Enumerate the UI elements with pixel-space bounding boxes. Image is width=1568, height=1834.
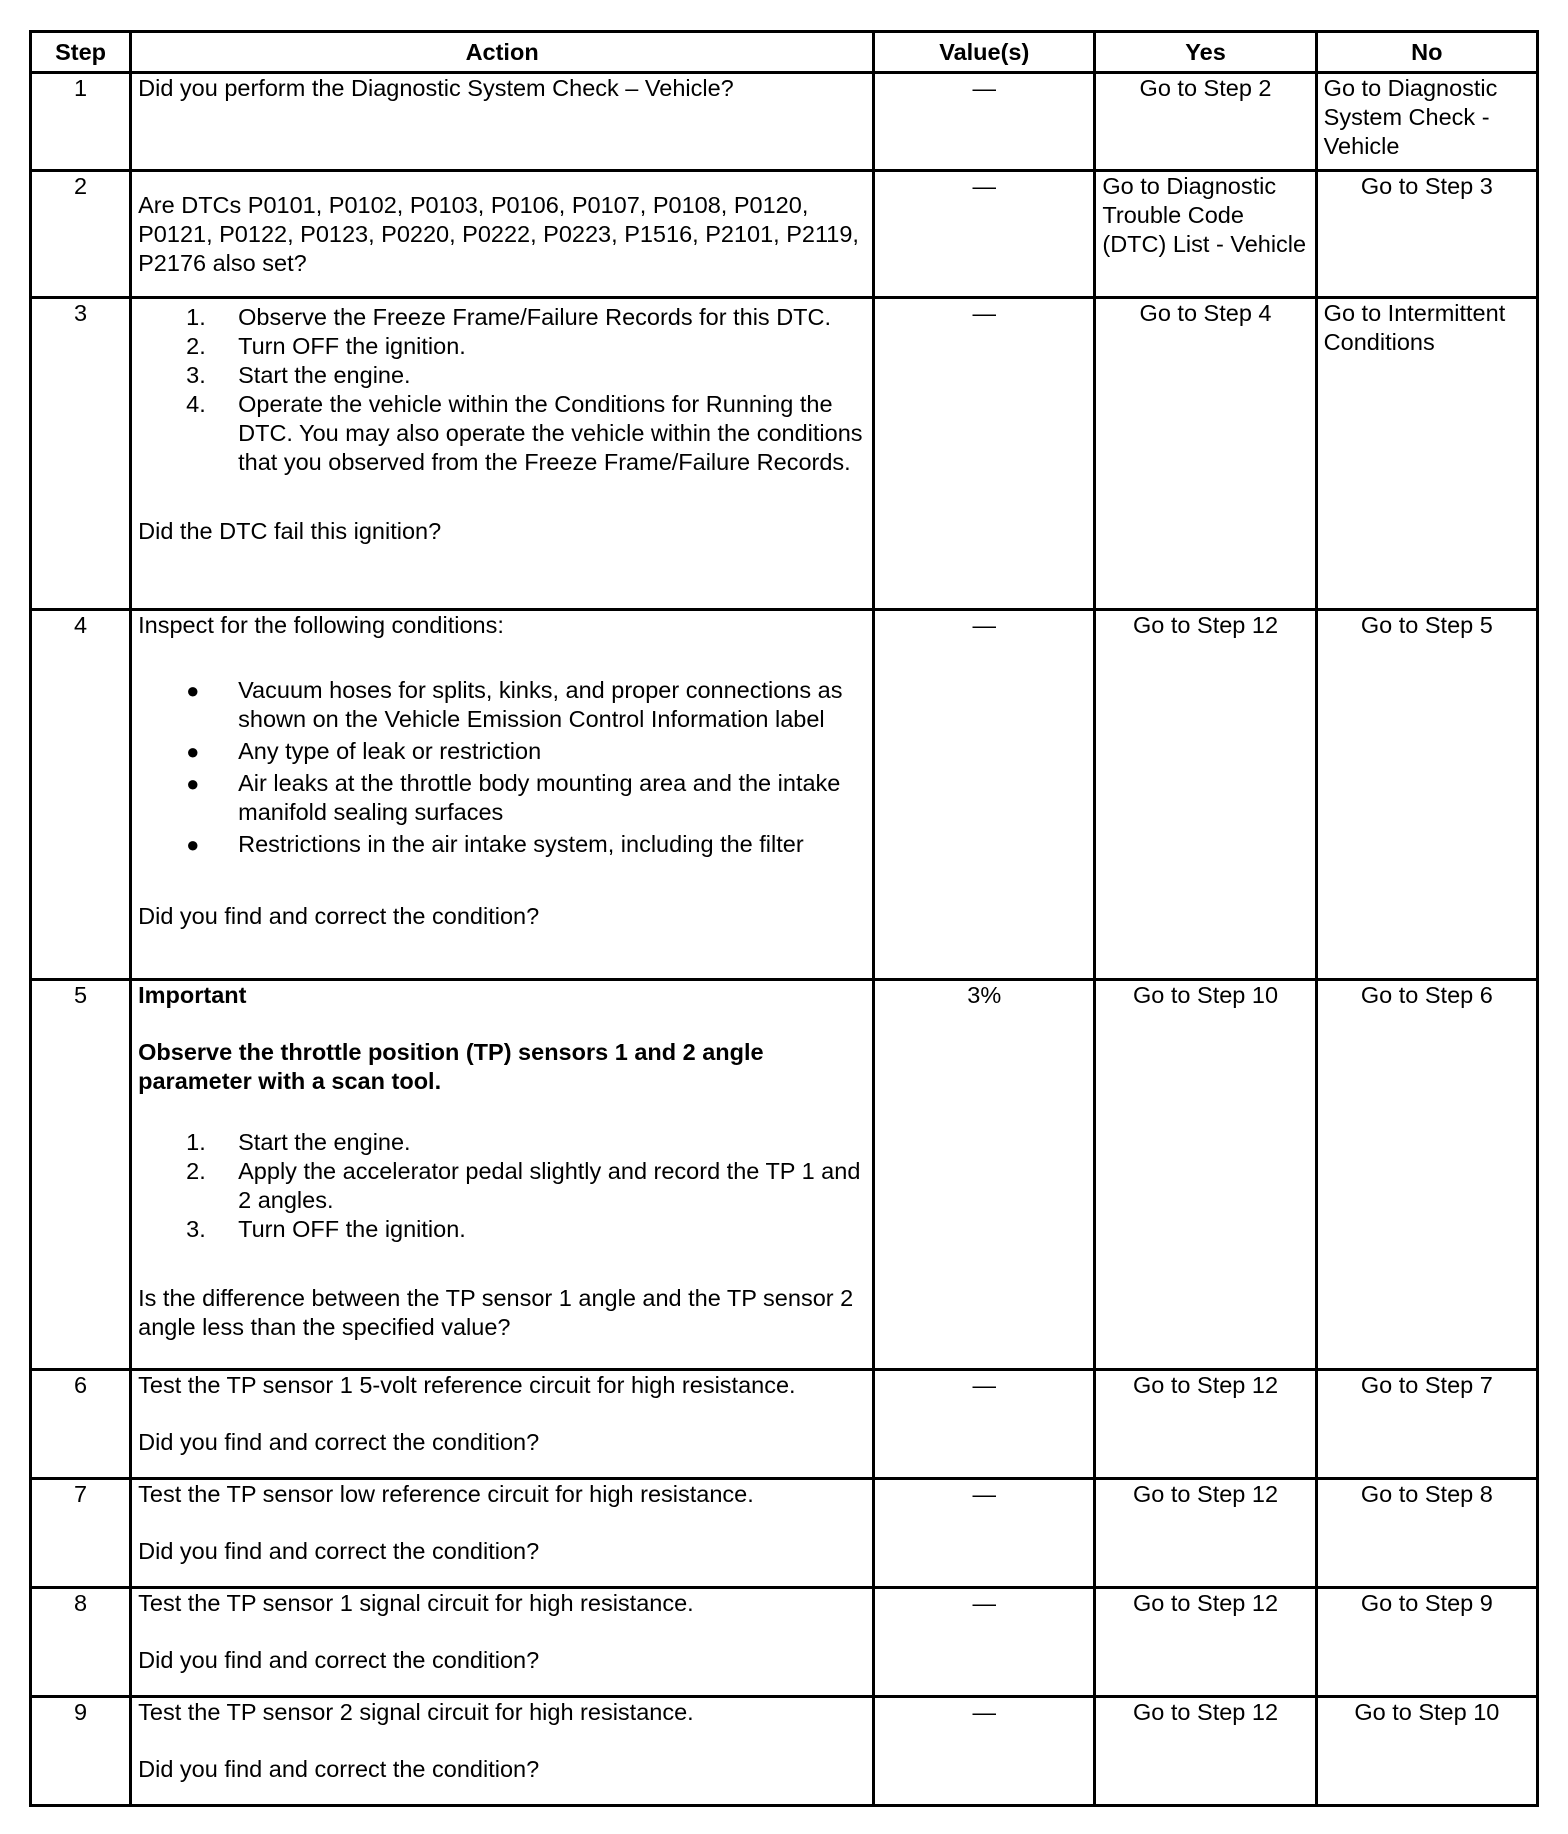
- step-number: 5: [31, 980, 131, 1370]
- action-question: Did you find and correct the condition?: [138, 1429, 540, 1455]
- no-cell: Go to Step 6: [1316, 980, 1537, 1370]
- table-row: [31, 1370, 1538, 1479]
- action-cell: [131, 1370, 874, 1479]
- header-no: No: [1316, 32, 1537, 73]
- table-row: [31, 171, 1538, 298]
- table-row: [31, 1697, 1538, 1806]
- yes-cell: Go to Step 12: [1095, 1697, 1316, 1806]
- action-cell: [131, 171, 874, 298]
- no-cell: Go to Step 5: [1316, 610, 1537, 980]
- list-item: ● Restrictions in the air intake system, including the filter: [186, 831, 804, 857]
- yes-cell: Go to Step 2: [1095, 73, 1316, 171]
- no-cell: Go to Step 10: [1316, 1697, 1537, 1806]
- yes-cell: Go to Diagnostic Trouble Code (DTC) List - Vehicle: [1095, 171, 1316, 298]
- step-number: 7: [31, 1479, 131, 1588]
- step-number: 2: [31, 171, 131, 298]
- value-cell: —: [874, 171, 1095, 298]
- list-item: ● Air leaks at the throttle body mounting area and the intake manifold sealing surfaces: [186, 770, 841, 825]
- list-item-text: Start the engine.: [238, 1129, 411, 1155]
- action-question: Did you find and correct the condition?: [138, 903, 540, 929]
- table-row: [31, 1479, 1538, 1588]
- list-item: 2. Turn OFF the ignition.: [186, 333, 466, 359]
- action-cell: [131, 1479, 874, 1588]
- value-cell: —: [874, 1588, 1095, 1697]
- no-cell: Go to Step 8: [1316, 1479, 1537, 1588]
- list-item: 2. Apply the accelerator pedal slightly and record the TP 1 and 2 angles.: [186, 1158, 861, 1213]
- list-item: 3. Turn OFF the ignition.: [186, 1216, 466, 1242]
- action-cell: [131, 610, 874, 980]
- step-number: 3: [31, 298, 131, 610]
- yes-cell: Go to Step 12: [1095, 610, 1316, 980]
- action-cell: [131, 298, 874, 610]
- important-text: Observe the throttle position (TP) sensors 1 and 2 angle parameter with a scan tool.: [138, 1039, 764, 1094]
- list-item: ● Any type of leak or restriction: [186, 738, 542, 764]
- value-cell: —: [874, 1479, 1095, 1588]
- action-test: Test the TP sensor 1 signal circuit for high resistance.: [138, 1590, 694, 1616]
- table-row: [31, 980, 1538, 1370]
- header-action: Action: [131, 32, 874, 73]
- action-cell: [131, 980, 874, 1370]
- diagnostic-table: [29, 30, 1539, 1807]
- list-item-text: Operate the vehicle within the Conditions for Running the DTC. You may also operate the vehicle within the conditions that you observed from the Freeze Frame/Failure Records.: [238, 391, 863, 475]
- action-question: Did you find and correct the condition?: [138, 1756, 540, 1782]
- value-cell: —: [874, 1697, 1095, 1806]
- yes-cell: Go to Step 12: [1095, 1370, 1316, 1479]
- numbered-list: [138, 303, 866, 477]
- table-row: [31, 298, 1538, 610]
- list-item: 1. Start the engine.: [186, 1129, 411, 1155]
- header-values: Value(s): [874, 32, 1095, 73]
- table-row: [31, 610, 1538, 980]
- value-cell: —: [874, 298, 1095, 610]
- action-test: Test the TP sensor 1 5-volt reference circuit for high resistance.: [138, 1372, 796, 1398]
- no-cell: Go to Step 7: [1316, 1370, 1537, 1479]
- yes-cell: Go to Step 12: [1095, 1479, 1316, 1588]
- list-item-text: Turn OFF the ignition.: [238, 333, 466, 359]
- list-item: ● Vacuum hoses for splits, kinks, and proper connections as shown on the Vehicle Emission Control Information label: [186, 677, 843, 732]
- step-number: 8: [31, 1588, 131, 1697]
- list-item: 4. Operate the vehicle within the Conditions for Running the DTC. You may also operate the vehicle within the conditions that you observed from the Freeze Frame/Failure Records.: [186, 391, 863, 475]
- header-yes: Yes: [1095, 32, 1316, 73]
- header-row: [31, 32, 1538, 73]
- yes-cell: Go to Step 4: [1095, 298, 1316, 610]
- no-cell: Go to Diagnostic System Check - Vehicle: [1316, 73, 1537, 171]
- list-item-text: Restrictions in the air intake system, including the filter: [238, 831, 804, 857]
- action-cell: [131, 1697, 874, 1806]
- list-item: 1. Observe the Freeze Frame/Failure Records for this DTC.: [186, 304, 832, 330]
- action-test: Test the TP sensor low reference circuit for high resistance.: [138, 1481, 754, 1507]
- yes-cell: Go to Step 12: [1095, 1588, 1316, 1697]
- list-item-text: Air leaks at the throttle body mounting area and the intake manifold sealing surfaces: [238, 770, 841, 825]
- header-step: Step: [31, 32, 131, 73]
- yes-cell: Go to Step 10: [1095, 980, 1316, 1370]
- list-item-text: Turn OFF the ignition.: [238, 1216, 466, 1242]
- action-test: Test the TP sensor 2 signal circuit for high resistance.: [138, 1699, 694, 1725]
- no-cell: Go to Step 9: [1316, 1588, 1537, 1697]
- action-question: Did the DTC fail this ignition?: [138, 518, 442, 544]
- step-number: 9: [31, 1697, 131, 1806]
- step-number: 1: [31, 73, 131, 171]
- table-row: [31, 1588, 1538, 1697]
- value-cell: —: [874, 610, 1095, 980]
- bullet-list: [138, 676, 866, 859]
- action-question: Did you perform the Diagnostic System Check – Vehicle?: [138, 75, 734, 101]
- list-item-text: Vacuum hoses for splits, kinks, and proper connections as shown on the Vehicle Emission Control Information label: [238, 677, 843, 732]
- list-item-text: Start the engine.: [238, 362, 411, 388]
- action-question: Did you find and correct the condition?: [138, 1538, 540, 1564]
- action-intro: Inspect for the following conditions:: [138, 612, 504, 638]
- list-item-text: Any type of leak or restriction: [238, 738, 542, 764]
- important-heading: Important: [138, 982, 247, 1008]
- action-question: Are DTCs P0101, P0102, P0103, P0106, P0107, P0108, P0120, P0121, P0122, P0123, P0220, P0222, P0223, P1516, P2101, P2119, P2176 also set?: [138, 191, 859, 276]
- list-item-text: Apply the accelerator pedal slightly and record the TP 1 and 2 angles.: [238, 1158, 861, 1213]
- no-cell: Go to Step 3: [1316, 171, 1537, 298]
- value-cell: —: [874, 1370, 1095, 1479]
- list-item: 3. Start the engine.: [186, 362, 411, 388]
- action-question: Is the difference between the TP sensor 1 angle and the TP sensor 2 angle less than the specified value?: [138, 1285, 854, 1340]
- no-cell: Go to Intermittent Conditions: [1316, 298, 1537, 610]
- action-cell: [131, 73, 874, 171]
- action-question: Did you find and correct the condition?: [138, 1647, 540, 1673]
- value-cell: 3%: [874, 980, 1095, 1370]
- step-number: 6: [31, 1370, 131, 1479]
- numbered-list: [138, 1128, 866, 1244]
- table-row: [31, 73, 1538, 171]
- value-cell: —: [874, 73, 1095, 171]
- action-cell: [131, 1588, 874, 1697]
- list-item-text: Observe the Freeze Frame/Failure Records for this DTC.: [238, 304, 832, 330]
- step-number: 4: [31, 610, 131, 980]
